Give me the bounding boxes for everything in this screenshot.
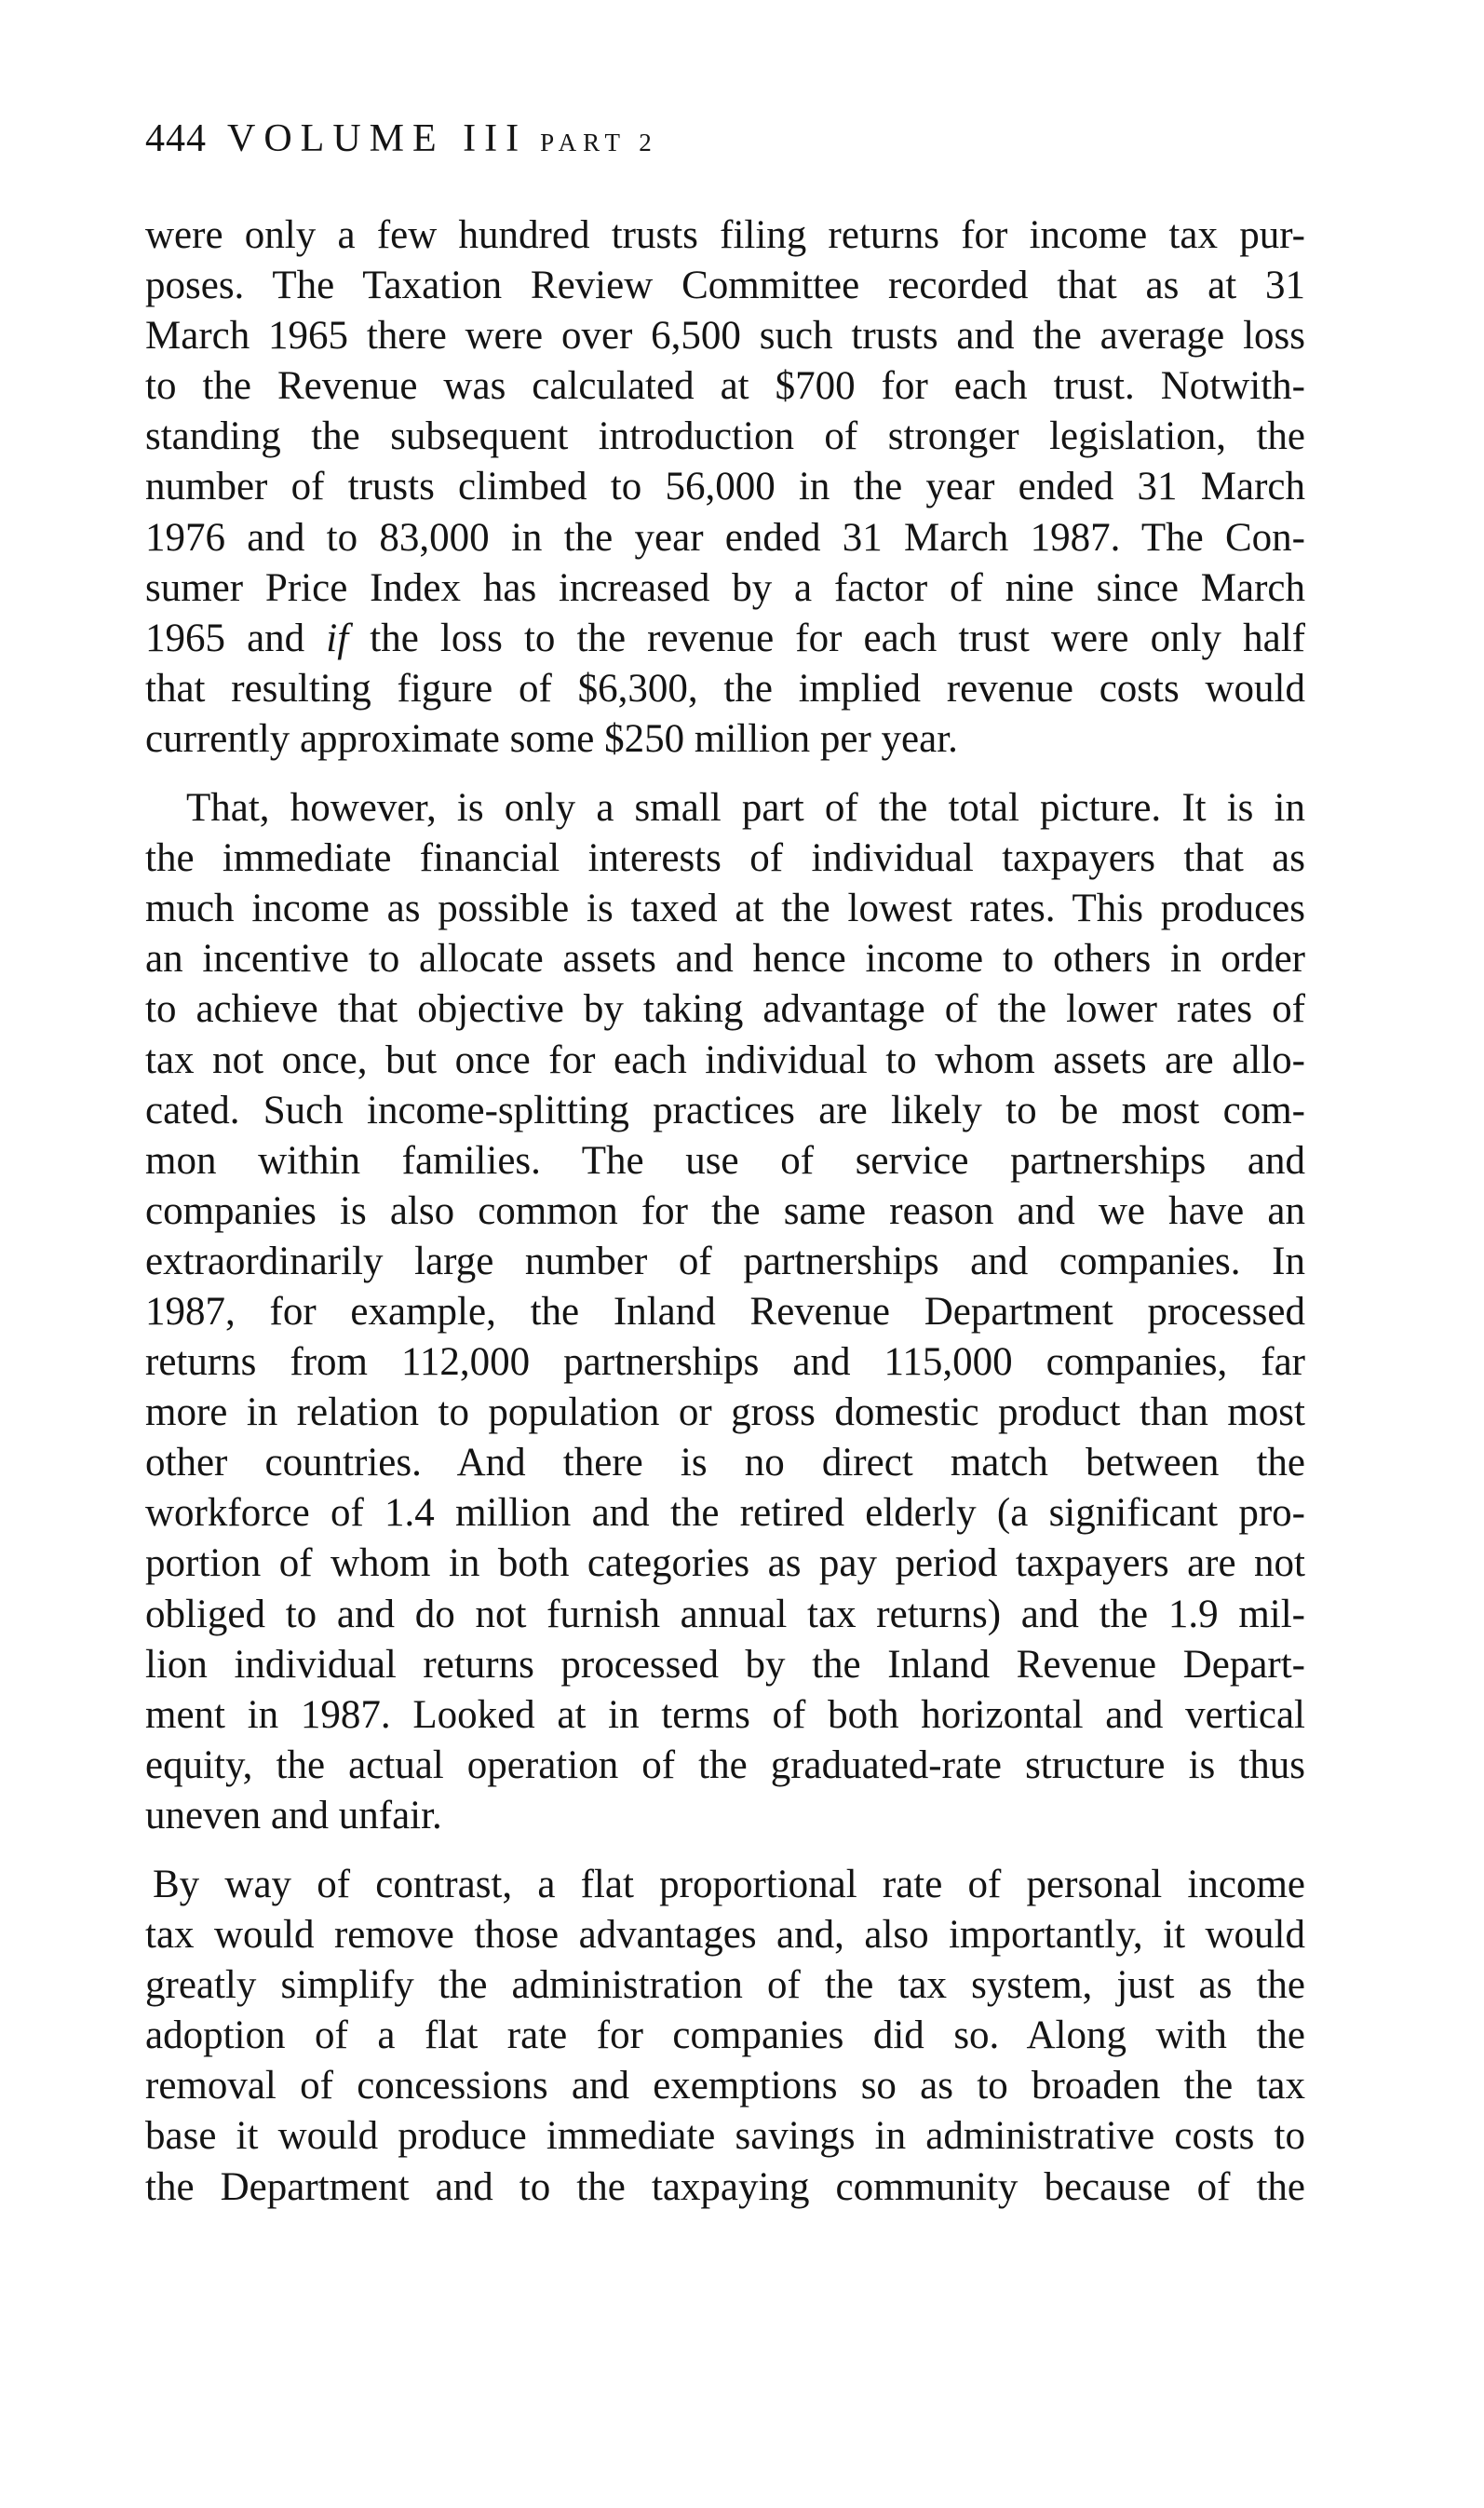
text-line-with-emphasis bbox=[145, 614, 1305, 664]
paragraph-flat-rate bbox=[145, 1860, 1305, 2213]
text-line: much income as possible is taxed at the lowest rates. This produces bbox=[145, 887, 1305, 931]
text-line: By way of contrast, a flat proportional rate of personal income bbox=[153, 1863, 1305, 1906]
text-line: That, however, is only a small part of the total picture. It is in bbox=[186, 786, 1305, 831]
page-number: 444 bbox=[145, 117, 207, 160]
text-line: removal of concessions and exemptions so as to broaden the tax bbox=[145, 2064, 1305, 2108]
text-line: sumer Price Index has increased by a factor of nine since March bbox=[145, 565, 1305, 610]
text-line: greatly simplify the administration of the tax system, just as the bbox=[145, 1963, 1305, 2008]
text-line: 1987, for example, the Inland Revenue Department processed bbox=[145, 1289, 1305, 1334]
text-line: other countries. And there is no direct match between the bbox=[145, 1441, 1305, 1485]
text-line: the Department and to the taxpaying community because of the bbox=[145, 2164, 1305, 2209]
emphasized-word: if bbox=[326, 616, 349, 660]
text-line: extraordinarily large number of partnerships and companies. In bbox=[145, 1239, 1305, 1283]
text-line: lion individual returns processed by the Inland Revenue Depart- bbox=[145, 1642, 1305, 1687]
text-line: portion of whom in both categories as pay period taxpayers are not bbox=[145, 1541, 1305, 1586]
text-line: were only a few hundred trusts filing returns for income tax pur- bbox=[145, 213, 1305, 257]
body-text bbox=[145, 210, 1305, 2213]
paragraph-trusts bbox=[145, 210, 1305, 765]
text-line: adoption of a flat rate for companies did so. Along with the bbox=[145, 2013, 1305, 2058]
text-line: standing the subsequent introduction of stronger legislation, the bbox=[145, 414, 1305, 459]
part-label: PART 2 bbox=[540, 129, 658, 156]
text-line: poses. The Taxation Review Committee recorded that as at 31 bbox=[145, 264, 1305, 308]
text-line: mon within families. The use of service partnerships and bbox=[145, 1138, 1305, 1183]
text-line: number of trusts climbed to 56,000 in the year ended 31 March bbox=[145, 465, 1305, 509]
text-line: returns from 112,000 partnerships and 115,000 companies, far bbox=[145, 1340, 1305, 1385]
text-line: cated. Such income-splitting practices are likely to be most com- bbox=[145, 1088, 1305, 1132]
text-line: an incentive to allocate assets and hence income to others in order bbox=[145, 937, 1305, 982]
text-line: ment in 1987. Looked at in terms of both horizontal and vertical bbox=[145, 1692, 1305, 1737]
text-line: base it would produce immediate savings in administrative costs to bbox=[145, 2114, 1305, 2159]
text-line: tax would remove those advantages and, also importantly, it would bbox=[145, 1913, 1305, 1958]
text-line: to the Revenue was calculated at $700 for each trust. Notwith- bbox=[145, 364, 1305, 409]
paragraph-income-splitting bbox=[145, 783, 1305, 1841]
text-line: to achieve that objective by taking advantage of the lower rates of bbox=[145, 987, 1305, 1032]
text-line: currently approximate some $250 million per year. bbox=[145, 716, 958, 761]
text-line: 1976 and to 83,000 in the year ended 31 March 1987. The Con- bbox=[145, 515, 1305, 560]
line-segment: 1965 and bbox=[145, 616, 327, 660]
text-line: more in relation to population or gross domestic product than most bbox=[145, 1390, 1305, 1435]
text-line: obliged to and do not furnish annual tax returns) and the 1.9 mil- bbox=[145, 1592, 1305, 1636]
running-head bbox=[145, 119, 658, 158]
text-line: tax not once, but once for each individual to whom assets are allo- bbox=[145, 1037, 1305, 1082]
volume-label: VOLUME III bbox=[227, 117, 528, 160]
text-line: uneven and unfair. bbox=[145, 1793, 442, 1837]
text-line: workforce of 1.4 million and the retired elderly (a significant pro- bbox=[145, 1491, 1305, 1536]
text-line: equity, the actual operation of the graduated-rate structure is thus bbox=[145, 1742, 1305, 1787]
text-line: that resulting figure of $6,300, the implied revenue costs would bbox=[145, 666, 1305, 711]
text-line: companies is also common for the same reason and we have an bbox=[145, 1188, 1305, 1233]
line-segment: the loss to the revenue for each trust were only half bbox=[348, 616, 1305, 660]
text-line: March 1965 there were over 6,500 such trusts and the average loss bbox=[145, 314, 1305, 359]
text-line: the immediate financial interests of individual taxpayers that as bbox=[145, 836, 1305, 881]
